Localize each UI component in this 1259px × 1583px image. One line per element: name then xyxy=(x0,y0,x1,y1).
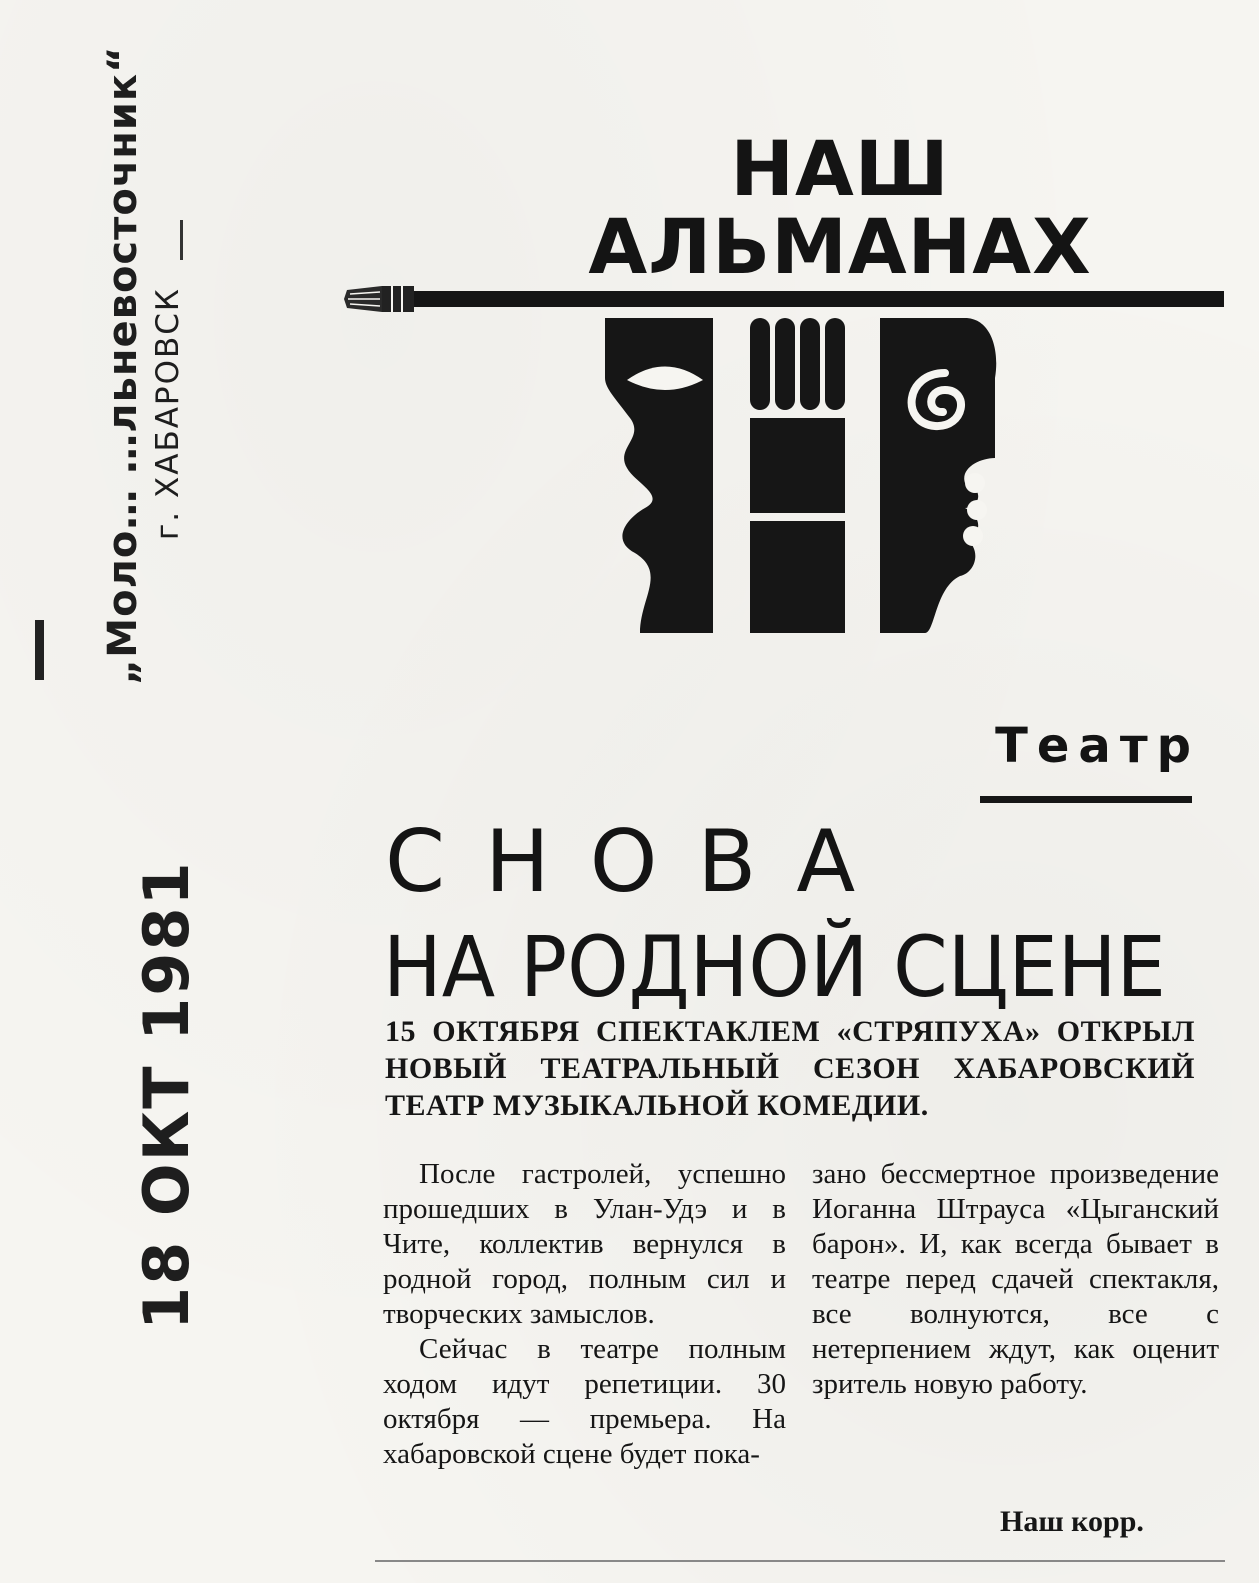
headline-line2: НА РОДНОЙ СЦЕНЕ xyxy=(383,918,1166,1016)
archive-stamp xyxy=(20,20,210,1350)
almanac-heading-line2: АЛЬМАНАХ xyxy=(588,202,1092,291)
almanac-heading-line1: НАШ xyxy=(730,124,950,213)
almanac-heading xyxy=(490,124,1190,291)
section-rule xyxy=(980,796,1192,803)
article-column-right xyxy=(812,1157,1219,1402)
stamp-mark xyxy=(35,620,44,680)
section-label: Театр xyxy=(995,718,1200,774)
stamp-city: г. ХАБАРОВСК xyxy=(150,287,186,540)
article-paragraph: зано бессмертное произведение Иоганна Штрауса «Цыганский барон». И, как всегда бывает в театре перед сдачей спектакля, все волнуются, все с нетерпением ждут, как оценит зритель новую работу. xyxy=(812,1158,1219,1400)
headline-line1: СНОВА xyxy=(385,812,896,912)
clipping-edge xyxy=(375,1560,1225,1562)
brush-icon xyxy=(342,278,1227,320)
article-paragraph: После гастролей, успешно прошедших в Улан-Удэ и в Чите, коллектив вернулся в родной город, полным сил и творческих замыслов. xyxy=(383,1158,786,1330)
theatre-masks-emblem-icon xyxy=(605,318,1000,633)
article-paragraph: Сейчас в театре полным ходом идут репетиции. 30 октября — премьера. На хабаровской сцене будет пока- xyxy=(383,1333,786,1470)
stamp-rule xyxy=(180,220,183,260)
article-column-left xyxy=(383,1157,786,1472)
stamp-newspaper-name: „Моло… …льневосточник“ xyxy=(100,45,146,685)
byline: Наш корр. xyxy=(1000,1505,1144,1538)
article-lead: 15 ОКТЯБРЯ СПЕКТАКЛЕМ «СТРЯПУХА» ОТКРЫЛ НОВЫЙ ТЕАТРАЛЬНЫЙ СЕЗОН ХАБАРОВСКИЙ ТЕАТР МУЗЫКАЛЬНОЙ КОМЕДИИ. xyxy=(385,1015,1195,1122)
stamp-date: 18 ОКТ 1981 xyxy=(130,860,203,1330)
